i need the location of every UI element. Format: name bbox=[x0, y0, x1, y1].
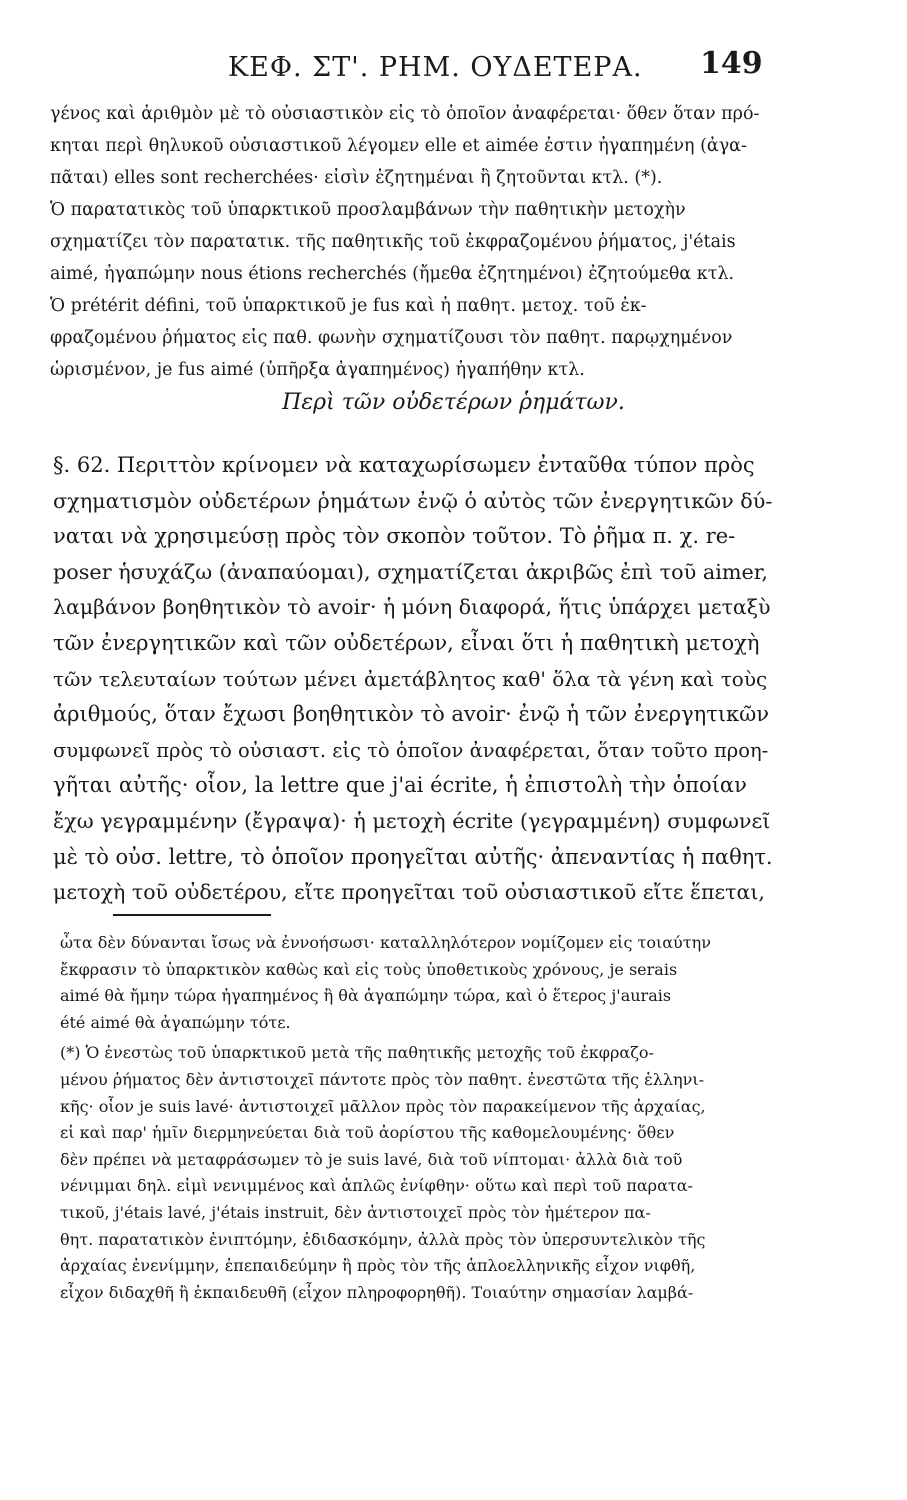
text-line: σχηματισμὸν οὐδετέρων ῥημάτων ἐνῷ ὁ αὐτὸς τῶν ἐνεργητικῶν δύ- bbox=[53, 488, 773, 513]
text-line: Ὁ prétérit défini, τοῦ ὑπαρκτικοῦ je fus καὶ ἡ παθητ. μετοχ. τοῦ ἐκ- bbox=[50, 296, 647, 316]
footnote-line: (*) Ὁ ἐνεστὼς τοῦ ὑπαρκτικοῦ μετὰ τῆς παθητικῆς μετοχῆς τοῦ ἐκφραζο- bbox=[60, 1043, 654, 1063]
footnote-line: τικοῦ, j'étais lavé, j'étais instruit, δὲν ἀντιστοιχεῖ πρὸς τὸν ἡμέτερον πα- bbox=[60, 1202, 651, 1222]
page-number: 149 bbox=[700, 46, 763, 81]
text-line: λαμβάνον βοηθητικὸν τὸ avoir· ἡ μόνη διαφορά, ἥτις ὑπάρχει μεταξὺ bbox=[53, 595, 771, 620]
text-line: μὲ τὸ οὐσ. lettre, τὸ ὁποῖον προηγεῖται αὐτῆς· ἀπεναντίας ἡ παθητ. bbox=[53, 844, 773, 869]
footnote-line: εἶχον διδαχθῆ ἢ ἐκπαιδευθῆ (εἶχον πληροφορηθῆ). Τοιαύτην σημασίαν λαμβά- bbox=[60, 1282, 694, 1302]
text-line: poser ἡσυχάζω (ἀναπαύομαι), σχηματίζεται ἀκριβῶς ἐπὶ τοῦ aimer, bbox=[53, 559, 769, 584]
footnote-line: μένου ῥήματος δὲν ἀντιστοιχεῖ πάντοτε πρὸς τὸν παθητ. ἐνεστῶτα τῆς ἑλληνι- bbox=[60, 1069, 705, 1089]
text-line: κηται περὶ θηλυκοῦ οὐσιαστικοῦ λέγομεν elle et aimée ἐστιν ἠγαπημένη (ἀγα- bbox=[50, 136, 747, 156]
footnote-line: νένιμμαι δηλ. εἰμὶ νενιμμένος καὶ ἁπλῶς ἐνίφθην· οὕτω καὶ περὶ τοῦ παρατα- bbox=[60, 1176, 693, 1196]
text-line: Ὁ παρατατικὸς τοῦ ὑπαρκτικοῦ προσλαμβάνων τὴν παθητικὴν μετοχὴν bbox=[50, 200, 686, 220]
footnote-divider bbox=[113, 914, 271, 916]
footnote-line: ὦτα δὲν δύνανται ἴσως νὰ ἐννοήσωσι· καταλληλότερον νομίζομεν εἰς τοιαύτην bbox=[60, 933, 711, 952]
footnote-line: aimé θὰ ἤμην τώρα ἠγαπημένος ἢ θὰ ἀγαπώμην τώρα, καὶ ὁ ἕτερος j'aurais bbox=[60, 986, 672, 1006]
footnote-line: εἰ καὶ παρ' ἡμῖν διερμηνεύεται διὰ τοῦ ἀορίστου τῆς καθομελουμένης· ὅθεν bbox=[60, 1123, 675, 1143]
text-line: σχηματίζει τὸν παρατατικ. τῆς παθητικῆς τοῦ ἐκφραζομένου ῥήματος, j'étais bbox=[50, 232, 736, 252]
footnotes bbox=[60, 930, 772, 1306]
footnote-line: δὲν πρέπει νὰ μεταφράσωμεν τὸ je suis lavé, διὰ τοῦ νίπτομαι· ἀλλὰ διὰ τοῦ bbox=[60, 1149, 683, 1169]
text-line: §. 62. Περιττὸν κρίνομεν νὰ καταχωρίσωμεν ἐνταῦθα τύπον πρὸς bbox=[53, 453, 755, 477]
text-line: γένος καὶ ἀριθμὸν μὲ τὸ οὐσιαστικὸν εἰς τὸ ὁποῖον ἀναφέρεται· ὅθεν ὅταν πρό- bbox=[50, 104, 760, 124]
section-heading: Περὶ τῶν οὐδετέρων ῥημάτων. bbox=[282, 390, 625, 415]
text-line: ναται νὰ χρησιμεύσῃ πρὸς τὸν σκοπὸν τοῦτον. Τὸ ῥῆμα π. χ. re- bbox=[53, 524, 736, 549]
text-line: ὡρισμένον, je fus aimé (ὑπῆρξα ἀγαπημένος) ἠγαπήθην κτλ. bbox=[50, 360, 585, 380]
text-line: aimé, ἠγαπώμην nous étions recherchés (ἤμεθα ἐζητημένοι) ἐζητούμεθα κτλ. bbox=[50, 264, 735, 284]
text-line: μετοχὴ τοῦ οὐδετέρου, εἴτε προηγεῖται τοῦ οὐσιαστικοῦ εἴτε ἕπεται, bbox=[53, 880, 765, 905]
text-line: γῆται αὐτῆς· οἷον, la lettre que j'ai écrite, ἡ ἐπιστολὴ τὴν ὁποίαν bbox=[53, 773, 747, 798]
running-title: ΚΕΦ. ΣΤ'. ΡΗΜ. ΟΥΔΕΤΕΡΑ. bbox=[228, 52, 643, 83]
text-line: τῶν τελευταίων τούτων μένει ἀμετάβλητος καθ' ὅλα τὰ γένη καὶ τοὺς bbox=[53, 666, 768, 691]
footnote-line: ἀρχαίας ἐνενίμμην, ἐπεπαιδεύμην ἢ πρὸς τὸν τῆς ἁπλοελληνικῆς εἶχον νιφθῆ, bbox=[60, 1256, 696, 1276]
text-line: συμφωνεῖ πρὸς τὸ οὐσιαστ. εἰς τὸ ὁποῖον ἀναφέρεται, ὅταν τοῦτο προη- bbox=[53, 738, 769, 762]
continued-paragraphs bbox=[50, 98, 770, 386]
page-header bbox=[0, 46, 907, 96]
footnote-line: été aimé θὰ ἀγαπώμην τότε. bbox=[60, 1012, 291, 1032]
footnote-line: κῆς· οἷον je suis lavé· ἀντιστοιχεῖ μᾶλλον πρὸς τὸν παρακείμενον τῆς ἀρχαίας, bbox=[60, 1096, 706, 1116]
footnote-line: ἔκφρασιν τὸ ὑπαρκτικὸν καθὼς καὶ εἰς τοὺς ὑποθετικοὺς χρόνους, je serais bbox=[60, 959, 678, 979]
text-line: ἀριθμούς, ὅταν ἔχωσι βοηθητικὸν τὸ avoir· ἐνῷ ἡ τῶν ἐνεργητικῶν bbox=[53, 702, 770, 727]
footnote-line: θητ. παρατατικὸν ἐνιπτόμην, ἐδιδασκόμην, ἀλλὰ πρὸς τὸν ὑπερσυντελικὸν τῆς bbox=[60, 1229, 706, 1249]
text-line: τῶν ἐνεργητικῶν καὶ τῶν οὐδετέρων, εἶναι ὅτι ἡ παθητικὴ μετοχὴ bbox=[53, 630, 760, 655]
text-line: φραζομένου ῥήματος εἰς παθ. φωνὴν σχηματίζουσι τὸν παθητ. παρῳχημένον bbox=[50, 328, 733, 348]
text-line: ἔχω γεγραμμένην (ἔγραψα)· ἡ μετοχὴ écrite (γεγραμμένη) συμφωνεῖ bbox=[53, 808, 771, 833]
section-paragraph bbox=[53, 448, 773, 911]
text-line: πᾶται) elles sont recherchées· εἰσὶν ἐζητημέναι ἢ ζητοῦνται κτλ. (*). bbox=[50, 168, 663, 188]
